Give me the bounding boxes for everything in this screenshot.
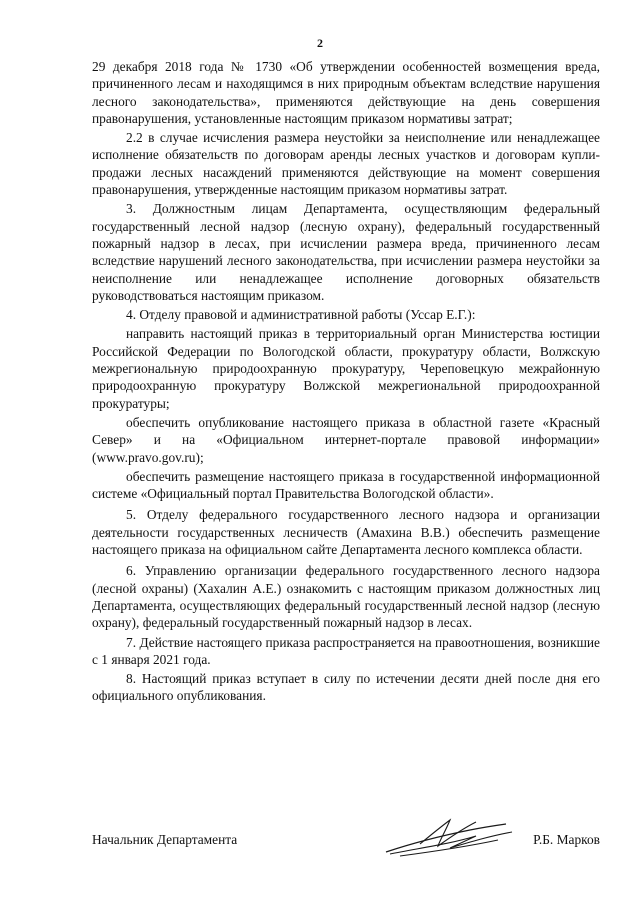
paragraph-6: 6. Управлению организации федерального государственного лесного надзора (лесной охраны) (Хахалин А.Е.) ознакомить с настоящим приказом должностных лиц Департамента, осуществляющих федеральный государственный лесной надзор (лесную охрану), федеральный государственный пожарный надзор в лесах. — [92, 563, 600, 631]
signer-title: Начальник Департамента — [92, 832, 238, 847]
paragraph-8: 8. Настоящий приказ вступает в силу по истечении десяти дней после дня его официального опубликования. — [92, 671, 600, 704]
paragraph-4-item-2: обеспечить опубликование настоящего приказа в областной газете «Красный Север» и на «Официальном интернет-портале правовой информации» (www.pravo.gov.ru); — [92, 414, 600, 465]
signer-name: Р.Б. Марков — [533, 832, 600, 847]
paragraph-4-item-1: направить настоящий приказ в территориальный орган Министерства юстиции Российской Федерации по Вологодской области, прокуратуру области, Волжскую межрегиональную природоохранную прокуратуру, Череповецкую межрайонную природоохранную прокуратуру Волжской межрегиональной природоохранной прокуратуры; — [92, 326, 600, 411]
paragraph-continuation: 29 декабря 2018 года № 1730 «Об утверждении особенностей возмещения вреда, причиненного лесам и находящимся в них природным объектам вследствие нарушения лесного законодательства», применяются действующие на день совершения правонарушения, установленные настоящим приказом нормативы затрат; — [92, 59, 600, 126]
paragraph-2-2: 2.2 в случае исчисления размера неустойки за неисполнение или ненадлежащее исполнение обязательств по договорам аренды лесных участков и договорам купли-продажи лесных насаждений применяются действующие на момент совершения правонарушения, утвержденные настоящим приказом нормативы затрат. — [92, 130, 600, 198]
paragraph-5: 5. Отделу федерального государственного лесного надзора и организации деятельности государственных лесничеств (Амахина В.В.) обеспечить размещение настоящего приказа на официальном сайте Департамента лесного комплекса области. — [92, 507, 600, 558]
signature-block — [92, 824, 600, 864]
page-number: 2 — [317, 36, 323, 50]
paragraph-7: 7. Действие настоящего приказа распространяется на правоотношения, возникшие с 1 января 2021 года. — [92, 634, 600, 667]
paragraph-3: 3. Должностным лицам Департамента, осуществляющим федеральный государственный лесной надзор (лесную охрану), федеральный государственный пожарный надзор в лесах, при исчислении размера вреда, причиненного лесам вследствие нарушений лесного законодательства, при исчислении размера неустойки за неисполнение или ненадлежащее исполнение договорных обязательств руководствоваться настоящим приказом. — [92, 201, 600, 303]
paragraph-4: 4. Отделу правовой и административной работы (Уссар Е.Г.): — [126, 307, 476, 323]
paragraph-4-item-3: обеспечить размещение настоящего приказа в государственной информационной системе «Официальный портал Правительства Вологодской области». — [92, 468, 600, 502]
document-body — [92, 58, 600, 707]
handwritten-signature — [380, 814, 520, 864]
